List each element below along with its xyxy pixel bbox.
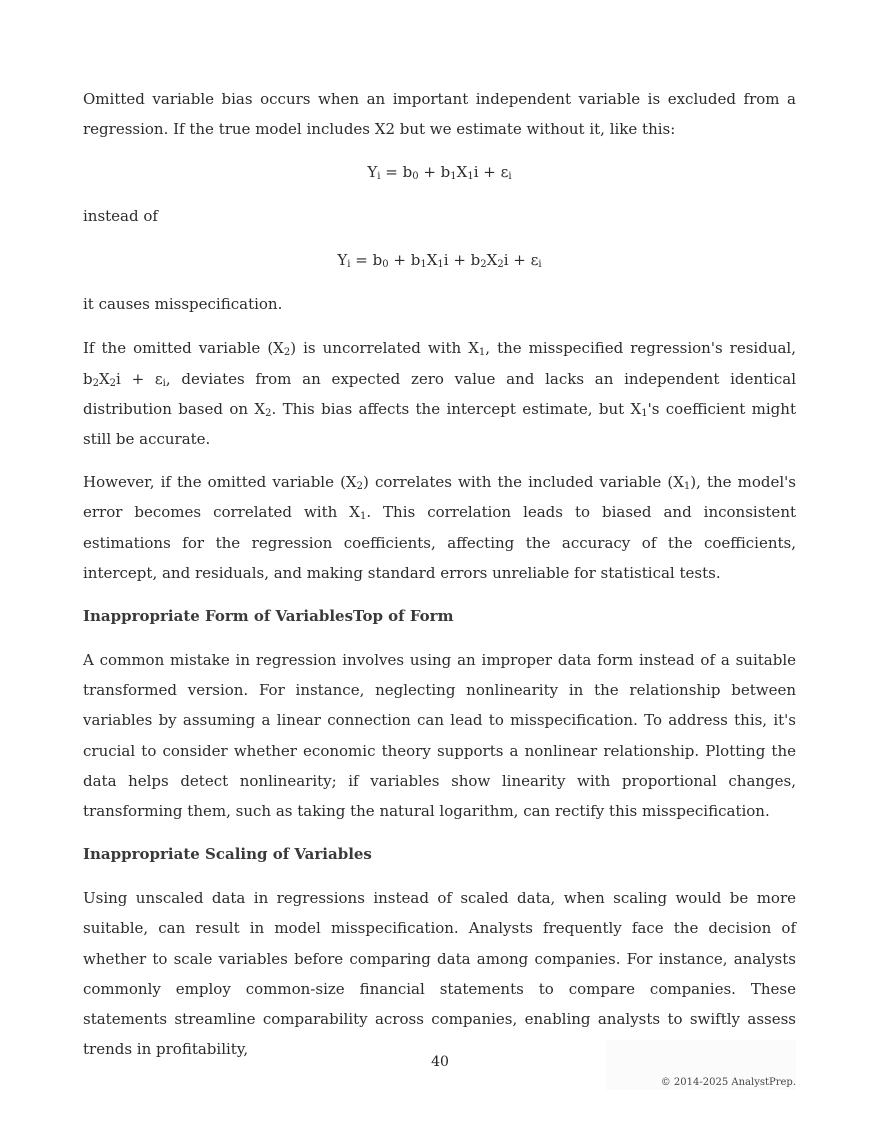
equation-omitted-model: $Y_i = b_0 + b_1X_1i + \varepsilon_i$ [367, 163, 512, 183]
correlated-paragraph: However, if the omitted variable $(X_2)$ correlates with the included variable $(X_1)$, the model's error becomes correlated with $X_1$. This correlation leads to biased and inconsistent estimations for the regression coefficients, affecting the accuracy of the coefficients, intercept, and residuals, and making standard errors unreliable for statistical tests. [83, 473, 797, 582]
instead-of-text: instead of [83, 207, 158, 226]
intro-paragraph: Omitted variable bias occurs when an important independent variable is excluded from a regression. If the true model includes X2 but we estimate without it, like this: [83, 90, 796, 139]
document-body [83, 84, 796, 1077]
page-number: 40 [431, 1054, 449, 1070]
heading-inappropriate-scaling: Inappropriate Scaling of Variables [83, 845, 372, 864]
misspecification-text: it causes misspecification. [83, 295, 283, 314]
inappropriate-form-paragraph: A common mistake in regression involves using an improper data form instead of a suitable transformed version. For instance, neglecting nonlinearity in the relationship between variables by assuming a linear connection can lead to misspecification. To address this, it's crucial to consider whether economic theory supports a nonlinear relationship. Plotting the data helps detect nonlinearity; if variables show linearity with proportional changes, transforming them, such as taking the natural logarithm, can rectify this misspecification. [83, 651, 796, 821]
inappropriate-scaling-paragraph: Using unscaled data in regressions instead of scaled data, when scaling would be more suitable, can result in model misspecification. Analysts frequently face the decision of whether to scale variables before comparing data among companies. For instance, analysts commonly employ common-size financial statements to compare companies. These statements streamline comparability across companies, enabling analysts to swiftly assess trends in profitability, [83, 889, 796, 1059]
uncorrelated-paragraph: If the omitted variable $(X_2)$ is uncorrelated with $X_1$, the misspecified regression's residual, $b_2X_2i + \varepsilon_i$, deviates from an expected zero value and lacks an independent identical distribution based on $X_2$. This bias affects the intercept estimate, but $X_1's$ coefficient might still be accurate. [83, 339, 796, 449]
heading-inappropriate-form: Inappropriate Form of VariablesTop of Form [83, 607, 454, 626]
equation-full-model: $Y_i = b_0 + b_1X_1i + b_2X_2i + \varepsilon_i$ [337, 251, 542, 271]
copyright-notice: © 2014-2025 AnalystPrep. [660, 1077, 796, 1088]
